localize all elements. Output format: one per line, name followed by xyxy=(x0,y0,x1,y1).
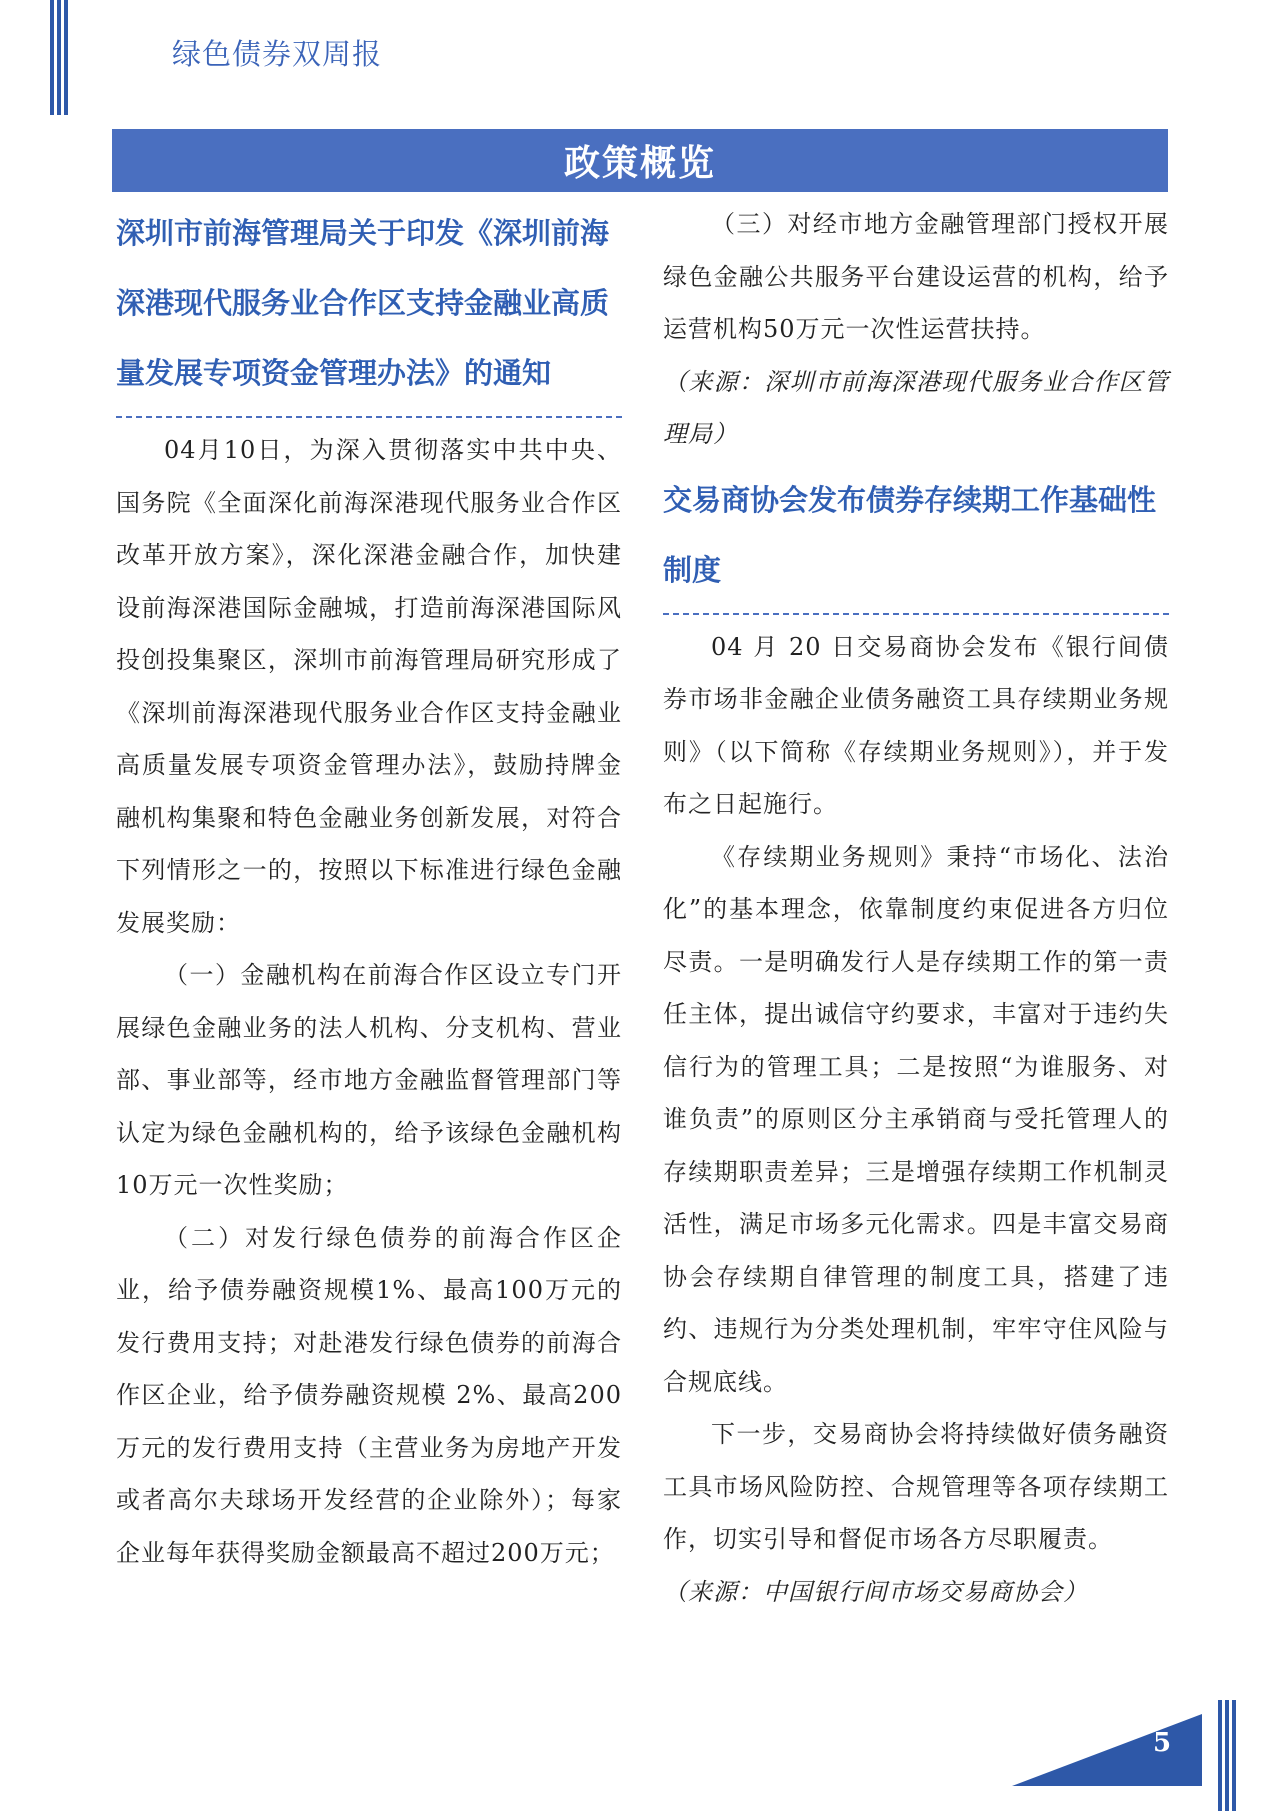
title-divider xyxy=(116,416,622,418)
paragraph: （三）对经市地方金融管理部门授权开展绿色金融公共服务平台建设运营的机构，给予运营机构50万元一次性运营扶持。 xyxy=(663,210,1169,343)
title-divider xyxy=(663,613,1169,615)
paragraph: 04月10日，为深入贯彻落实中共中央、国务院《全面深化前海深港现代服务业合作区改革开放方案》，深化深港金融合作，加快建设前海深港国际金融城，打造前海深港国际风投创投集聚区，深圳市前海管理局研究形成了《深圳前海深港现代服务业合作区支持金融业高质量发展专项资金管理办法》，鼓励持牌金融机构集聚和特色金融业务创新发展，对符合下列情形之一的，按照以下标准进行绿色金融发展奖励： xyxy=(116,436,622,937)
publication-title: 绿色债券双周报 xyxy=(172,37,383,71)
paragraph: （二）对发行绿色债券的前海合作区企业，给予债券融资规模1%、最高100万元的发行费用支持；对赴港发行绿色债券的前海合作区企业，给予债券融资规模 2%、最高200 万元的发行费用支持（主营业务为房地产开发或者高尔夫球场开发经营的企业除外）；每家企业每年获得奖励金额最高不超过200万元； xyxy=(116,1223,622,1567)
section-banner xyxy=(112,129,1168,192)
decorative-stripes-bottom-right xyxy=(1218,1700,1236,1811)
left-column xyxy=(116,198,622,1579)
right-column xyxy=(663,198,1169,1618)
article-title-nafmii: 交易商协会发布债券存续期工作基础性制度 xyxy=(663,482,1157,587)
paragraph: 《存续期业务规则》秉持“市场化、法治化”的基本理念，依靠制度约束促进各方归位尽责。一是明确发行人是存续期工作的第一责任主体，提出诚信守约要求，丰富对于违约失信行为的管理工具；二是按照“为谁服务、对谁负责”的原则区分主承销商与受托管理人的存续期职责差异；三是增强存续期工作机制灵活性，满足市场多元化需求。四是丰富交易商协会存续期自律管理的制度工具，搭建了违约、违规行为分类处理机制，牢牢守住风险与合规底线。 xyxy=(663,842,1169,1396)
page-number: 5 xyxy=(1152,1728,1172,1758)
source-note: （来源：中国银行间市场交易商协会） xyxy=(663,1577,1088,1606)
paragraph: 下一步，交易商协会将持续做好债务融资工具市场风险防控、合规管理等各项存续期工作，切实引导和督促市场各方尽职履责。 xyxy=(663,1420,1169,1553)
paragraph: 04 月 20 日交易商协会发布《银行间债券市场非金融企业债务融资工具存续期业务规则》（以下简称《存续期业务规则》），并于发布之日起施行。 xyxy=(663,632,1169,818)
decorative-stripes-top-left xyxy=(50,0,68,115)
source-note: （来源：深圳市前海深港现代服务业合作区管理局） xyxy=(663,367,1169,448)
section-title: 政策概览 xyxy=(563,142,716,184)
article-title-shenzhen-qianhai: 深圳市前海管理局关于印发《深圳前海深港现代服务业合作区支持金融业高质量发展专项资金管理办法》的通知 xyxy=(116,216,610,390)
paragraph: （一）金融机构在前海合作区设立专门开展绿色金融业务的法人机构、分支机构、营业部、事业部等，经市地方金融监督管理部门等认定为绿色金融机构的，给予该绿色金融机构10万元一次性奖励； xyxy=(116,961,622,1199)
